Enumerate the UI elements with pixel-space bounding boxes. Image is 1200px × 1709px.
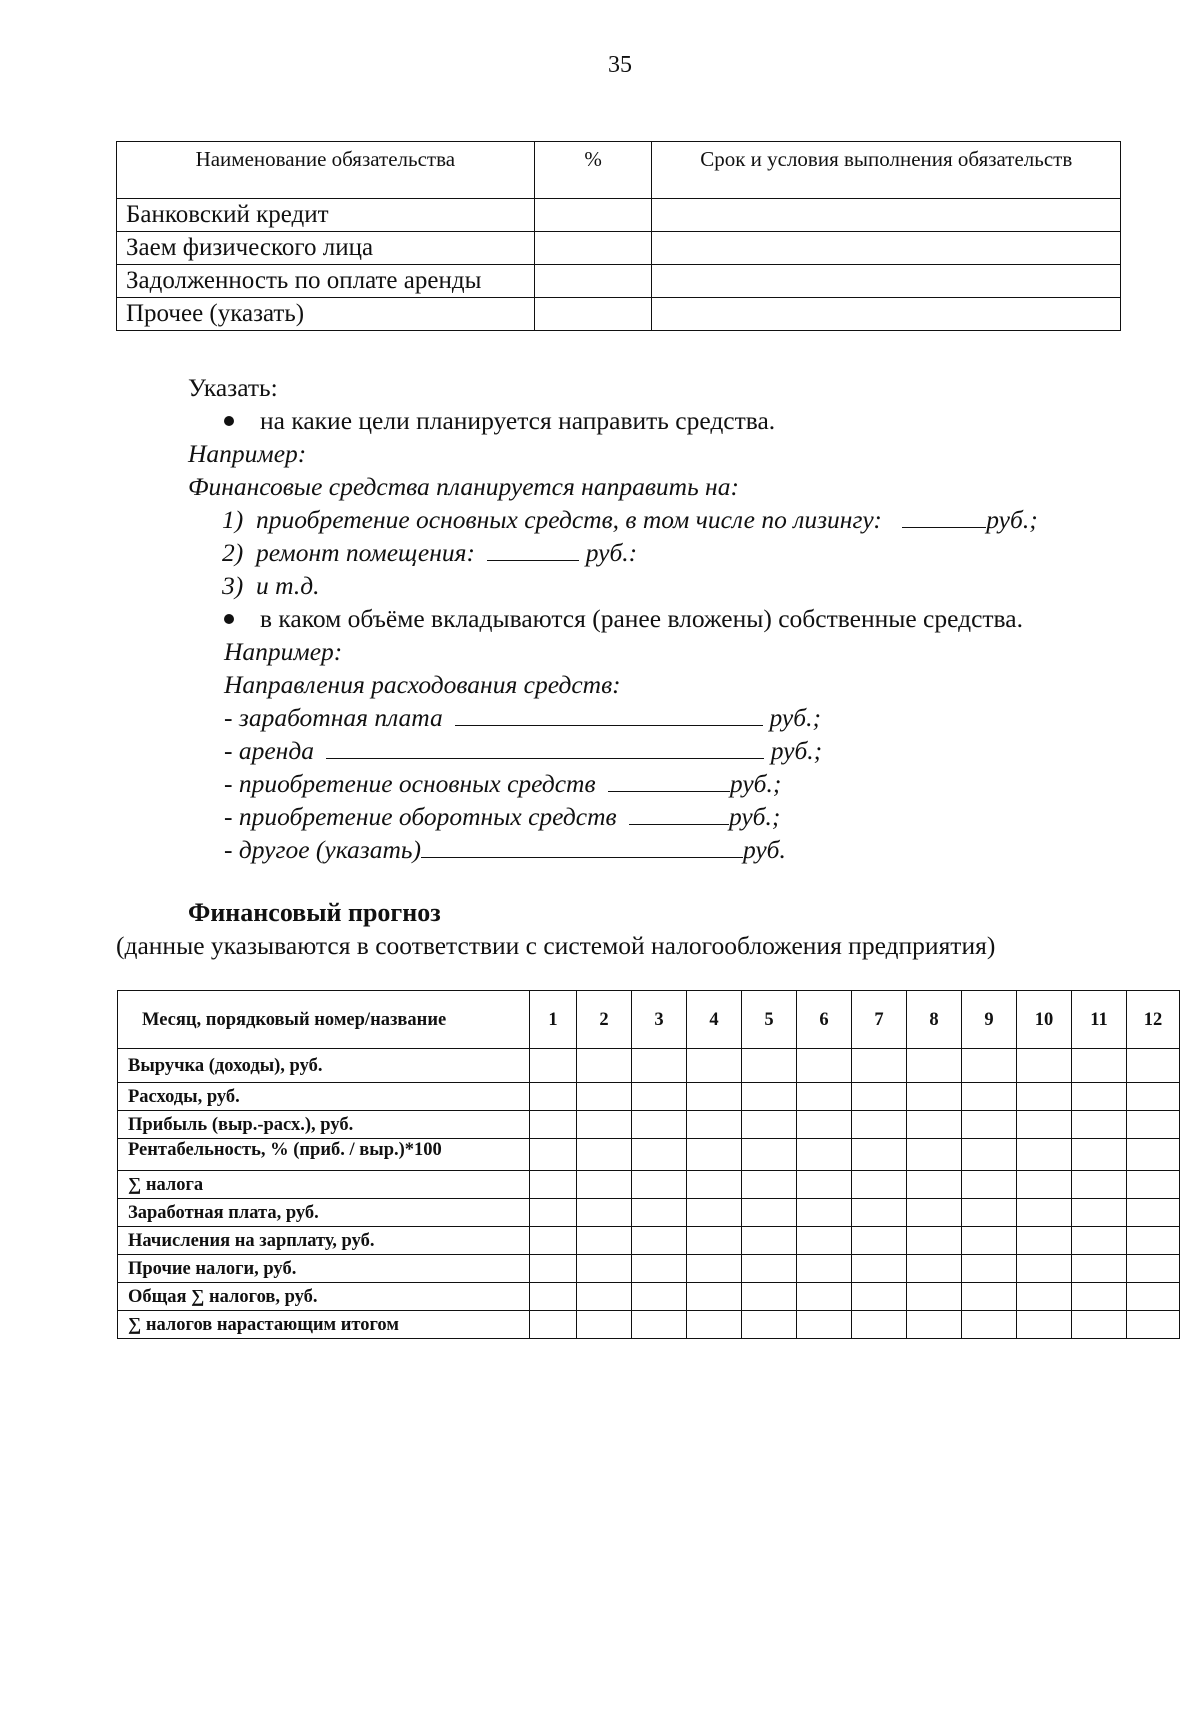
table-row [118, 1227, 1180, 1255]
month-number: 12 [1127, 991, 1180, 1049]
row-label: Расходы, руб. [118, 1083, 530, 1111]
table-row [118, 1083, 1180, 1111]
obligation-name: Банковский кредит [117, 199, 535, 232]
bullet-item-own-funds: в каком объёме вкладываются (ранее вложены) собственные средства. [224, 602, 1023, 635]
row-label: ∑ налога [118, 1171, 530, 1199]
table-row [117, 265, 1121, 298]
row-label: Рентабельность, % (приб. / выр.)*100 [118, 1139, 530, 1171]
bullet-item-goals: на какие цели планируется направить средства. [224, 404, 775, 437]
bullet-icon [224, 416, 234, 426]
row-label: ∑ налогов нарастающим итогом [118, 1311, 530, 1339]
blank-line [608, 769, 730, 792]
terms-cell [652, 199, 1121, 232]
row-label: Начисления на зарплату, руб. [118, 1227, 530, 1255]
funds-item-2: 2) ремонт помещения: руб.: [222, 538, 638, 567]
month-number: 6 [797, 991, 852, 1049]
terms-cell [652, 298, 1121, 331]
table-row [118, 1255, 1180, 1283]
spending-lead: Направления расходования средств: [224, 670, 621, 699]
blank-line [326, 736, 764, 759]
funds-lead: Финансовые средства планируется направить на: [188, 472, 739, 501]
forecast-title: Финансовый прогноз [188, 898, 441, 927]
forecast-subtitle: (данные указываются в соответствии с системой налогообложения предприятия) [116, 931, 996, 960]
obligation-name: Задолженность по оплате аренды [117, 265, 535, 298]
table-row [118, 1311, 1180, 1339]
month-number: 2 [577, 991, 632, 1049]
month-header-label: Месяц, порядковый номер/название [118, 991, 530, 1049]
example-label: Например: [224, 637, 343, 666]
blank-line [421, 835, 743, 858]
obligations-table [116, 141, 1121, 331]
row-label: Прибыль (выр.-расх.), руб. [118, 1111, 530, 1139]
month-number: 1 [530, 991, 577, 1049]
funds-item-3: 3) и т.д. [222, 571, 320, 600]
percent-cell [534, 265, 652, 298]
table-row [118, 1199, 1180, 1227]
terms-cell [652, 265, 1121, 298]
blank-line [455, 703, 763, 726]
obligation-name-header: Наименование обязательства [117, 142, 535, 199]
table-row [118, 1111, 1180, 1139]
percent-cell [534, 232, 652, 265]
terms-cell [652, 232, 1121, 265]
month-number: 3 [632, 991, 687, 1049]
month-number: 8 [907, 991, 962, 1049]
row-label: Выручка (доходы), руб. [118, 1049, 530, 1083]
month-number: 7 [852, 991, 907, 1049]
instructions-intro: Указать: [188, 373, 278, 402]
obligation-name: Прочее (указать) [117, 298, 535, 331]
blank-line [629, 802, 729, 825]
spending-item-salary: - заработная плата руб.; [224, 703, 821, 732]
month-number: 11 [1072, 991, 1127, 1049]
month-number: 10 [1017, 991, 1072, 1049]
example-label: Например: [188, 439, 307, 468]
blank-line [902, 505, 986, 528]
terms-header: Срок и условия выполнения обязательств [652, 142, 1121, 199]
blank-line [487, 538, 579, 561]
obligations-header-row [117, 142, 1121, 199]
percent-cell [534, 199, 652, 232]
spending-item-other: - другое (указать) руб. [224, 835, 786, 864]
obligation-name: Заем физического лица [117, 232, 535, 265]
month-number: 5 [742, 991, 797, 1049]
month-number: 4 [687, 991, 742, 1049]
bullet-icon [224, 614, 234, 624]
table-row [118, 1139, 1180, 1171]
percent-cell [534, 298, 652, 331]
table-row [117, 199, 1121, 232]
forecast-header-row [118, 991, 1180, 1049]
funds-item-1: 1) приобретение основных средств, в том числе по лизингу: руб.; [222, 505, 1038, 534]
row-label: Прочие налоги, руб. [118, 1255, 530, 1283]
percent-header: % [534, 142, 652, 199]
spending-item-working-capital: - приобретение оборотных средств руб.; [224, 802, 781, 831]
spending-item-fixed-assets: - приобретение основных средств руб.; [224, 769, 782, 798]
month-number: 9 [962, 991, 1017, 1049]
row-label: Заработная плата, руб. [118, 1199, 530, 1227]
table-row [118, 1171, 1180, 1199]
forecast-table [117, 990, 1180, 1339]
row-label: Общая ∑ налогов, руб. [118, 1283, 530, 1311]
page-number: 35 [608, 52, 632, 78]
spending-item-rent: - аренда руб.; [224, 736, 823, 765]
table-row [118, 1049, 1180, 1083]
table-row [118, 1283, 1180, 1311]
table-row [117, 298, 1121, 331]
table-row [117, 232, 1121, 265]
